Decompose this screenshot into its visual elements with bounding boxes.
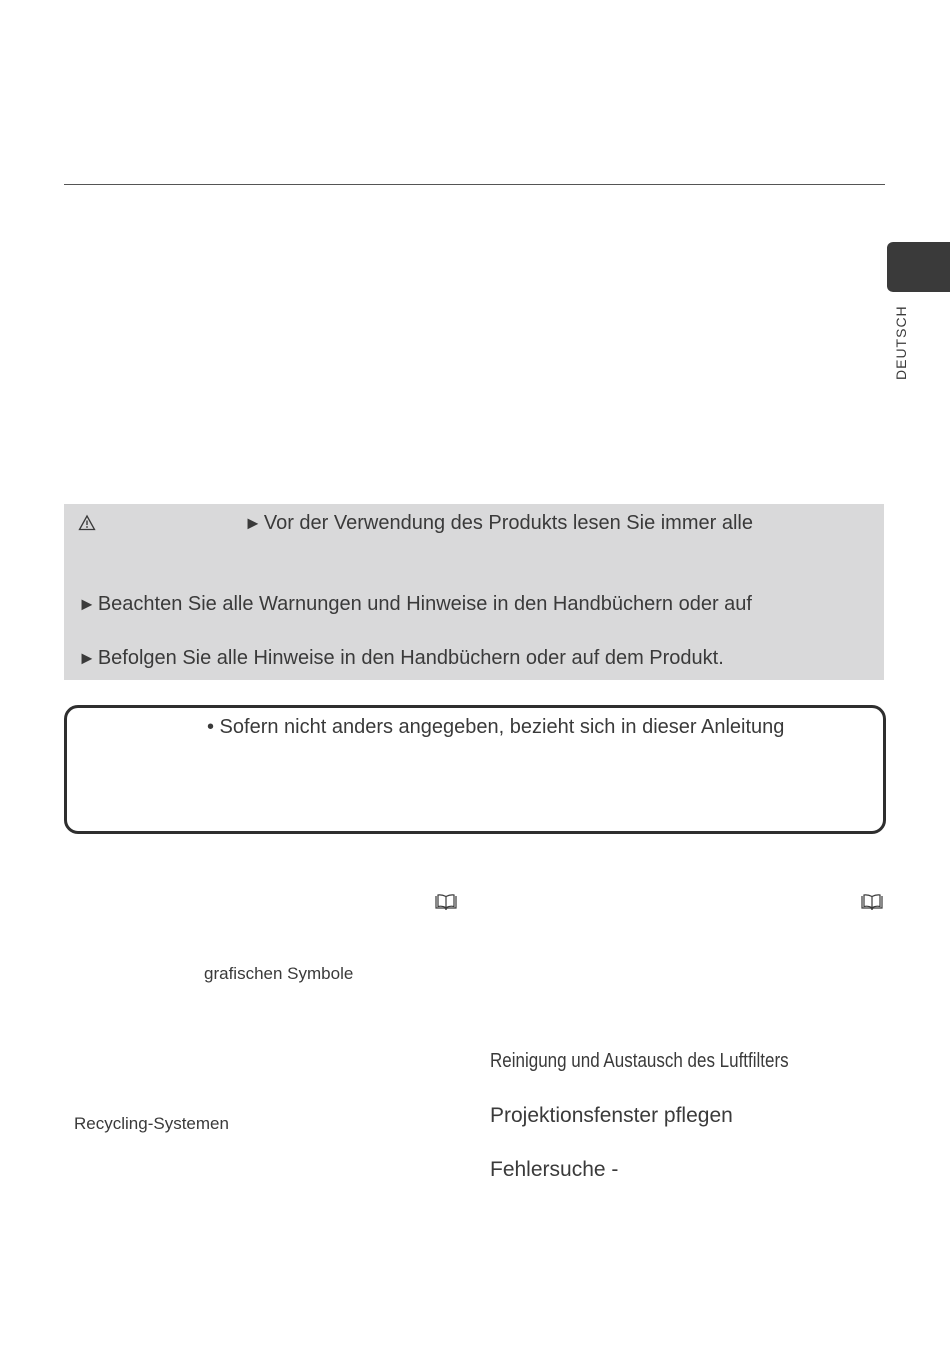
note-text: • Sofern nicht anders angegeben, bezieht sich in dieser Anleitung	[207, 716, 785, 738]
language-tab	[887, 242, 950, 292]
warning-line-1-text: Vor der Verwendung des Produkts lesen Sie immer alle	[263, 512, 753, 534]
toc-item-luftfilter: Reinigung und Austausch des Luftfilters	[490, 1050, 789, 1072]
header-rule	[64, 184, 885, 185]
book-icon	[860, 894, 884, 910]
warning-line-1	[244, 512, 753, 535]
arrow-icon: ►	[78, 648, 96, 668]
warning-line-2	[78, 593, 752, 616]
toc-item-projektionsfenster: Projektionsfenster pflegen	[490, 1104, 733, 1127]
toc-item-fehlersuche: Fehlersuche -	[490, 1158, 619, 1181]
arrow-icon: ►	[244, 513, 262, 533]
warning-line-3	[78, 647, 724, 670]
warning-box	[64, 504, 884, 680]
toc-item-grafische-symbole: grafischen Symbole	[204, 964, 354, 983]
book-icon	[434, 894, 458, 910]
warning-line-3-text: Befolgen Sie alle Hinweise in den Handbüchern oder auf dem Produkt.	[97, 647, 724, 669]
language-tab-label: DEUTSCH	[893, 305, 909, 380]
arrow-icon: ►	[78, 594, 96, 614]
warning-triangle-icon	[78, 514, 96, 532]
warning-line-2-text: Beachten Sie alle Warnungen und Hinweise in den Handbüchern oder auf	[97, 593, 752, 615]
toc-item-recycling: Recycling-Systemen	[74, 1114, 229, 1133]
note-box	[64, 705, 886, 834]
